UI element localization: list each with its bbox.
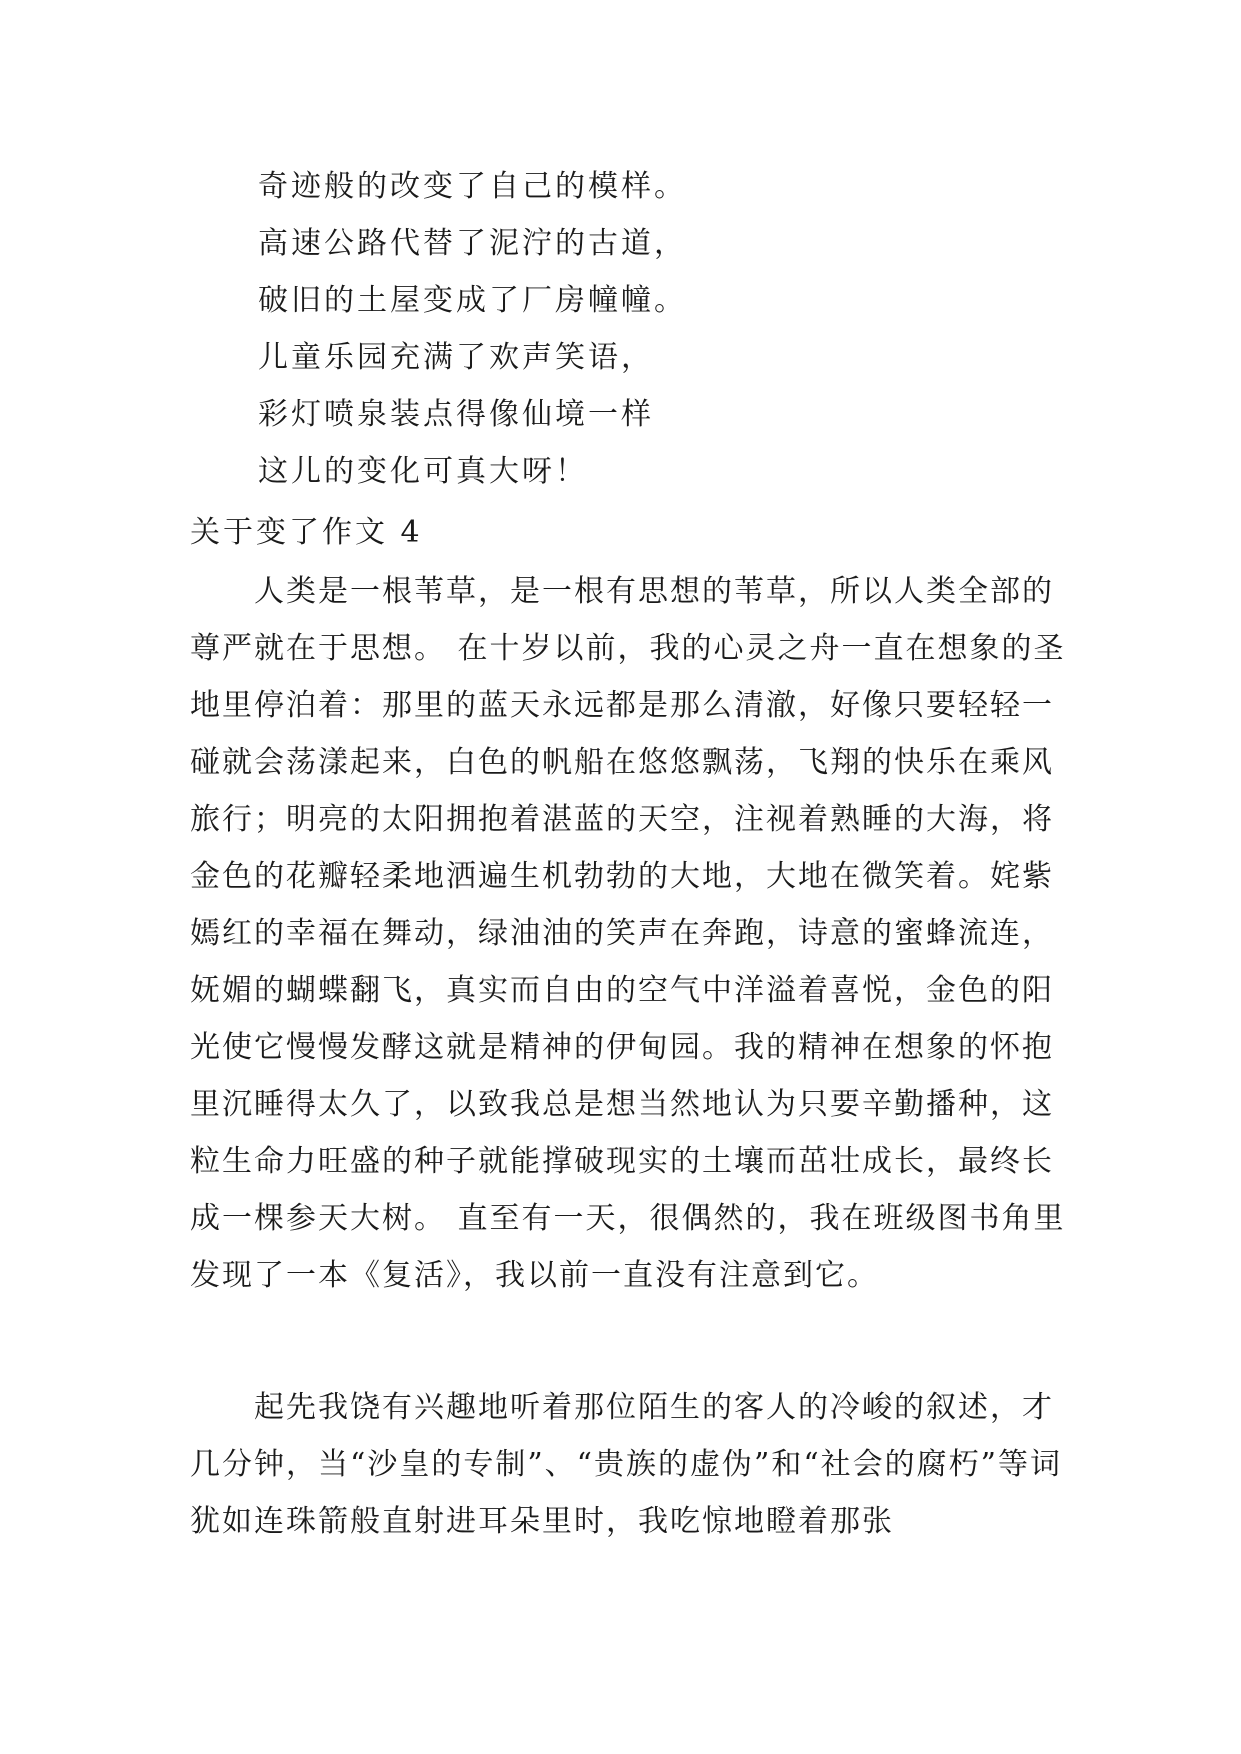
body-paragraph: 起先我饶有兴趣地听着那位陌生的客人的冷峻的叙述，才几分钟，当“沙皇的专制”、“贵族的虚伪”和“社会的腐朽”等词犹如连珠箭般直射进耳朵里时，我吃惊地瞪着那张 (190, 1390, 1063, 1539)
poem-line: 奇迹般的改变了自己的模样。 (258, 169, 687, 204)
poem-line: 这儿的变化可真大呀！ (258, 454, 588, 489)
poem-line: 儿童乐园充满了欢声笑语， (258, 340, 654, 375)
poem-line: 高速公路代替了泥泞的古道， (258, 226, 687, 261)
body-paragraph: 人类是一根苇草，是一根有思想的苇草，所以人类全部的尊严就在于思想。 在十岁以前，我的心灵之舟一直在想象的圣地里停泊着：那里的蓝天永远都是那么清澈，好像只要轻轻一碰就会荡漾起来，白色的帆船在悠悠飘荡，飞翔的快乐在乘风旅行；明亮的太阳拥抱着湛蓝的天空，注视着熟睡的大海，将金色的花瓣轻柔地洒遍生机勃勃的大地，大地在微笑着。姹紫嫣红的幸福在舞动，绿油油的笑声在奔跑，诗意的蜜蜂流连，妩媚的蝴蝶翻飞，真实而自由的空气中洋溢着喜悦，金色的阳光使它慢慢发酵这就是精神的伊甸园。我的精神在想象的怀抱里沉睡得太久了，以致我总是想当然地认为只要辛勤播种，这粒生命力旺盛的种子就能撑破现实的土壤而茁壮成长，最终长成一棵参天大树。 直至有一天，很偶然的，我在班级图书角里发现了一本《复活》，我以前一直没有注意到它。 (190, 574, 1066, 1293)
poem-line: 彩灯喷泉装点得像仙境一样 (258, 397, 654, 432)
poem-line: 破旧的土屋变成了厂房幢幢。 (258, 283, 687, 318)
section-heading: 关于变了作文 4 (190, 515, 423, 550)
poem-block (258, 158, 687, 500)
